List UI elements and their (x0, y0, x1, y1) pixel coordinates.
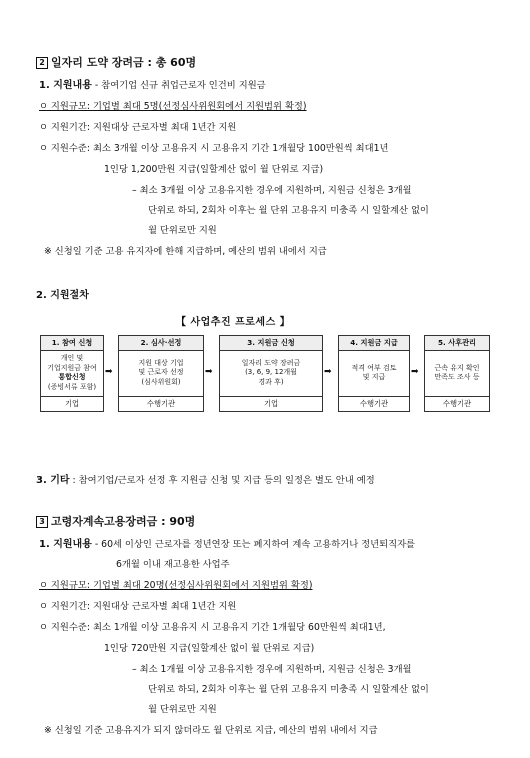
process-step-3-line-3: 경과 후) (258, 377, 284, 386)
section2-item1-text: - 참여기업 신규 취업근로자 인건비 지원금 (91, 80, 266, 91)
section2-item1 (39, 76, 266, 91)
process-step-4 (338, 335, 410, 412)
section3-note: ※ 신청일 기준 고용유지가 되지 않더라도 월 단위로 지급, 예산의 범위 내에서 지급 (44, 725, 378, 736)
process-step-2-foot: 수행기관 (119, 396, 203, 411)
process-step-5-foot: 수행기관 (425, 396, 489, 411)
process-step-3-line-1: 일자리 도약 장려금 (241, 358, 301, 367)
process-step-1-body (41, 351, 103, 395)
section2-item1-label: 1. 지원내용 (39, 80, 92, 91)
process-step-5-head: 5. 사후관리 (425, 336, 489, 351)
process-title: 【 사업추진 프로세스 】 (176, 317, 291, 328)
section3-level-4: 단위로 하되, 2회차 이후는 월 단위 고용유지 미충족 시 일할계산 없이 (148, 684, 429, 695)
process-step-3-body (220, 351, 322, 395)
process-step-5-line-2: 만족도 조사 등 (434, 373, 480, 381)
section3-level-1: ㅇ 지원수준: 최소 1개월 이상 고용유지 시 고용유지 기간 1개월당 60만원씩 최대1년, (39, 622, 386, 633)
process-step-2 (118, 335, 204, 412)
process-step-1-foot: 기업 (41, 396, 103, 411)
section2-level-2: 1인당 1,200만원 지급(일할계산 없이 월 단위로 지급) (104, 164, 324, 175)
process-step-3-line-2: (3, 6, 9, 12개월 (245, 368, 297, 377)
arrow-right-icon: ➡ (411, 367, 419, 377)
section2-level-4: 단위로 하되, 2회차 이후는 월 단위 고용유지 미충족 시 일할계산 없이 (148, 205, 429, 216)
process-step-4-body (339, 351, 409, 395)
section3-title-text: 고령자계속고용장려금 : 90명 (51, 515, 196, 528)
section2-item2-label: 2. 지원절차 (36, 290, 89, 301)
process-step-1-head: 1. 참여 신청 (41, 336, 103, 351)
section3-title (36, 513, 195, 529)
process-step-1-line-4: (증빙서류 포함) (47, 382, 97, 391)
arrow-right-icon: ➡ (105, 367, 113, 377)
section3-period: ㅇ 지원기간: 지원대상 근로자별 최대 1년간 지원 (39, 601, 237, 612)
process-step-5 (424, 335, 490, 412)
process-step-5-body (425, 351, 489, 395)
process-step-1 (40, 335, 104, 412)
process-step-2-line-2: 및 근로자 선정 (138, 368, 184, 377)
section3-level-3: – 최소 1개월 이상 고용유지한 경우에 지원하며, 지원금 신청은 3개월 (132, 664, 412, 675)
process-step-2-head: 2. 심사·선정 (119, 336, 203, 351)
section3-level-5: 월 단위로만 지원 (148, 704, 217, 715)
process-step-1-line-3: 통합신청 (58, 373, 86, 381)
process-step-4-line-1: 적격 여부 검토 (351, 363, 397, 372)
process-step-4-foot: 수행기관 (339, 396, 409, 411)
process-step-4-line-2: 및 지급 (362, 373, 386, 381)
section2-item3-text: : 참여기업/근로자 선정 후 지원금 신청 및 지급 등의 일정은 별도 안내 예정 (69, 475, 375, 486)
section3-scale: ㅇ 지원규모: 기업별 최대 20명(선정심사위원회에서 지원범위 확정) (39, 580, 313, 591)
section3-level-2: 1인당 720만원 지급(일할계산 없이 월 단위로 지급) (104, 643, 315, 654)
process-step-4-head: 4. 지원금 지급 (339, 336, 409, 351)
section2-item3 (36, 471, 375, 486)
process-step-1-line-2: 기업지원금 참여 (47, 363, 97, 372)
section2-number: 2 (36, 57, 48, 69)
arrow-right-icon: ➡ (324, 367, 332, 377)
process-step-3-head: 3. 지원금 신청 (220, 336, 322, 351)
process-step-3 (219, 335, 323, 412)
section2-title-text: 일자리 도약 장려금 : 총 60명 (51, 56, 197, 69)
section2-level-1: ㅇ 지원수준: 최소 3개월 이상 고용유지 시 고용유지 기간 1개월당 100만원씩 최대1년 (39, 143, 389, 154)
section2-note: ※ 신청일 기준 고용 유지자에 한해 지급하며, 예산의 범위 내에서 지급 (44, 246, 327, 257)
section2-scale: ㅇ 지원규모: 기업별 최대 5명(선정심사위원회에서 지원범위 확정) (39, 101, 307, 112)
section3-item1-text: - 60세 이상인 근로자를 정년연장 또는 폐지하여 계속 고용하거나 정년퇴직자를 (91, 539, 416, 550)
section2-title (36, 54, 196, 70)
section2-level-5: 월 단위로만 지원 (148, 225, 217, 236)
process-step-1-line-1: 개인 및 (60, 354, 84, 362)
section3-item1-text-2: 6개월 이내 재고용한 사업주 (116, 559, 230, 570)
arrow-right-icon: ➡ (205, 367, 213, 377)
process-step-2-line-1: 지원 대상 기업 (138, 358, 184, 367)
process-step-2-line-3: (심사위원회) (141, 377, 181, 386)
process-step-3-foot: 기업 (220, 396, 322, 411)
section2-item3-label: 3. 기타 (36, 475, 70, 486)
section3-item1 (39, 535, 415, 550)
section2-level-3: – 최소 3개월 이상 고용유지한 경우에 지원하며, 지원금 신청은 3개월 (132, 185, 412, 196)
section3-number: 3 (36, 516, 48, 528)
process-step-2-body (119, 351, 203, 395)
section2-period: ㅇ 지원기간: 지원대상 근로자별 최대 1년간 지원 (39, 122, 237, 133)
section3-item1-label: 1. 지원내용 (39, 539, 92, 550)
process-step-5-line-1: 근속 유지 확인 (434, 363, 480, 372)
